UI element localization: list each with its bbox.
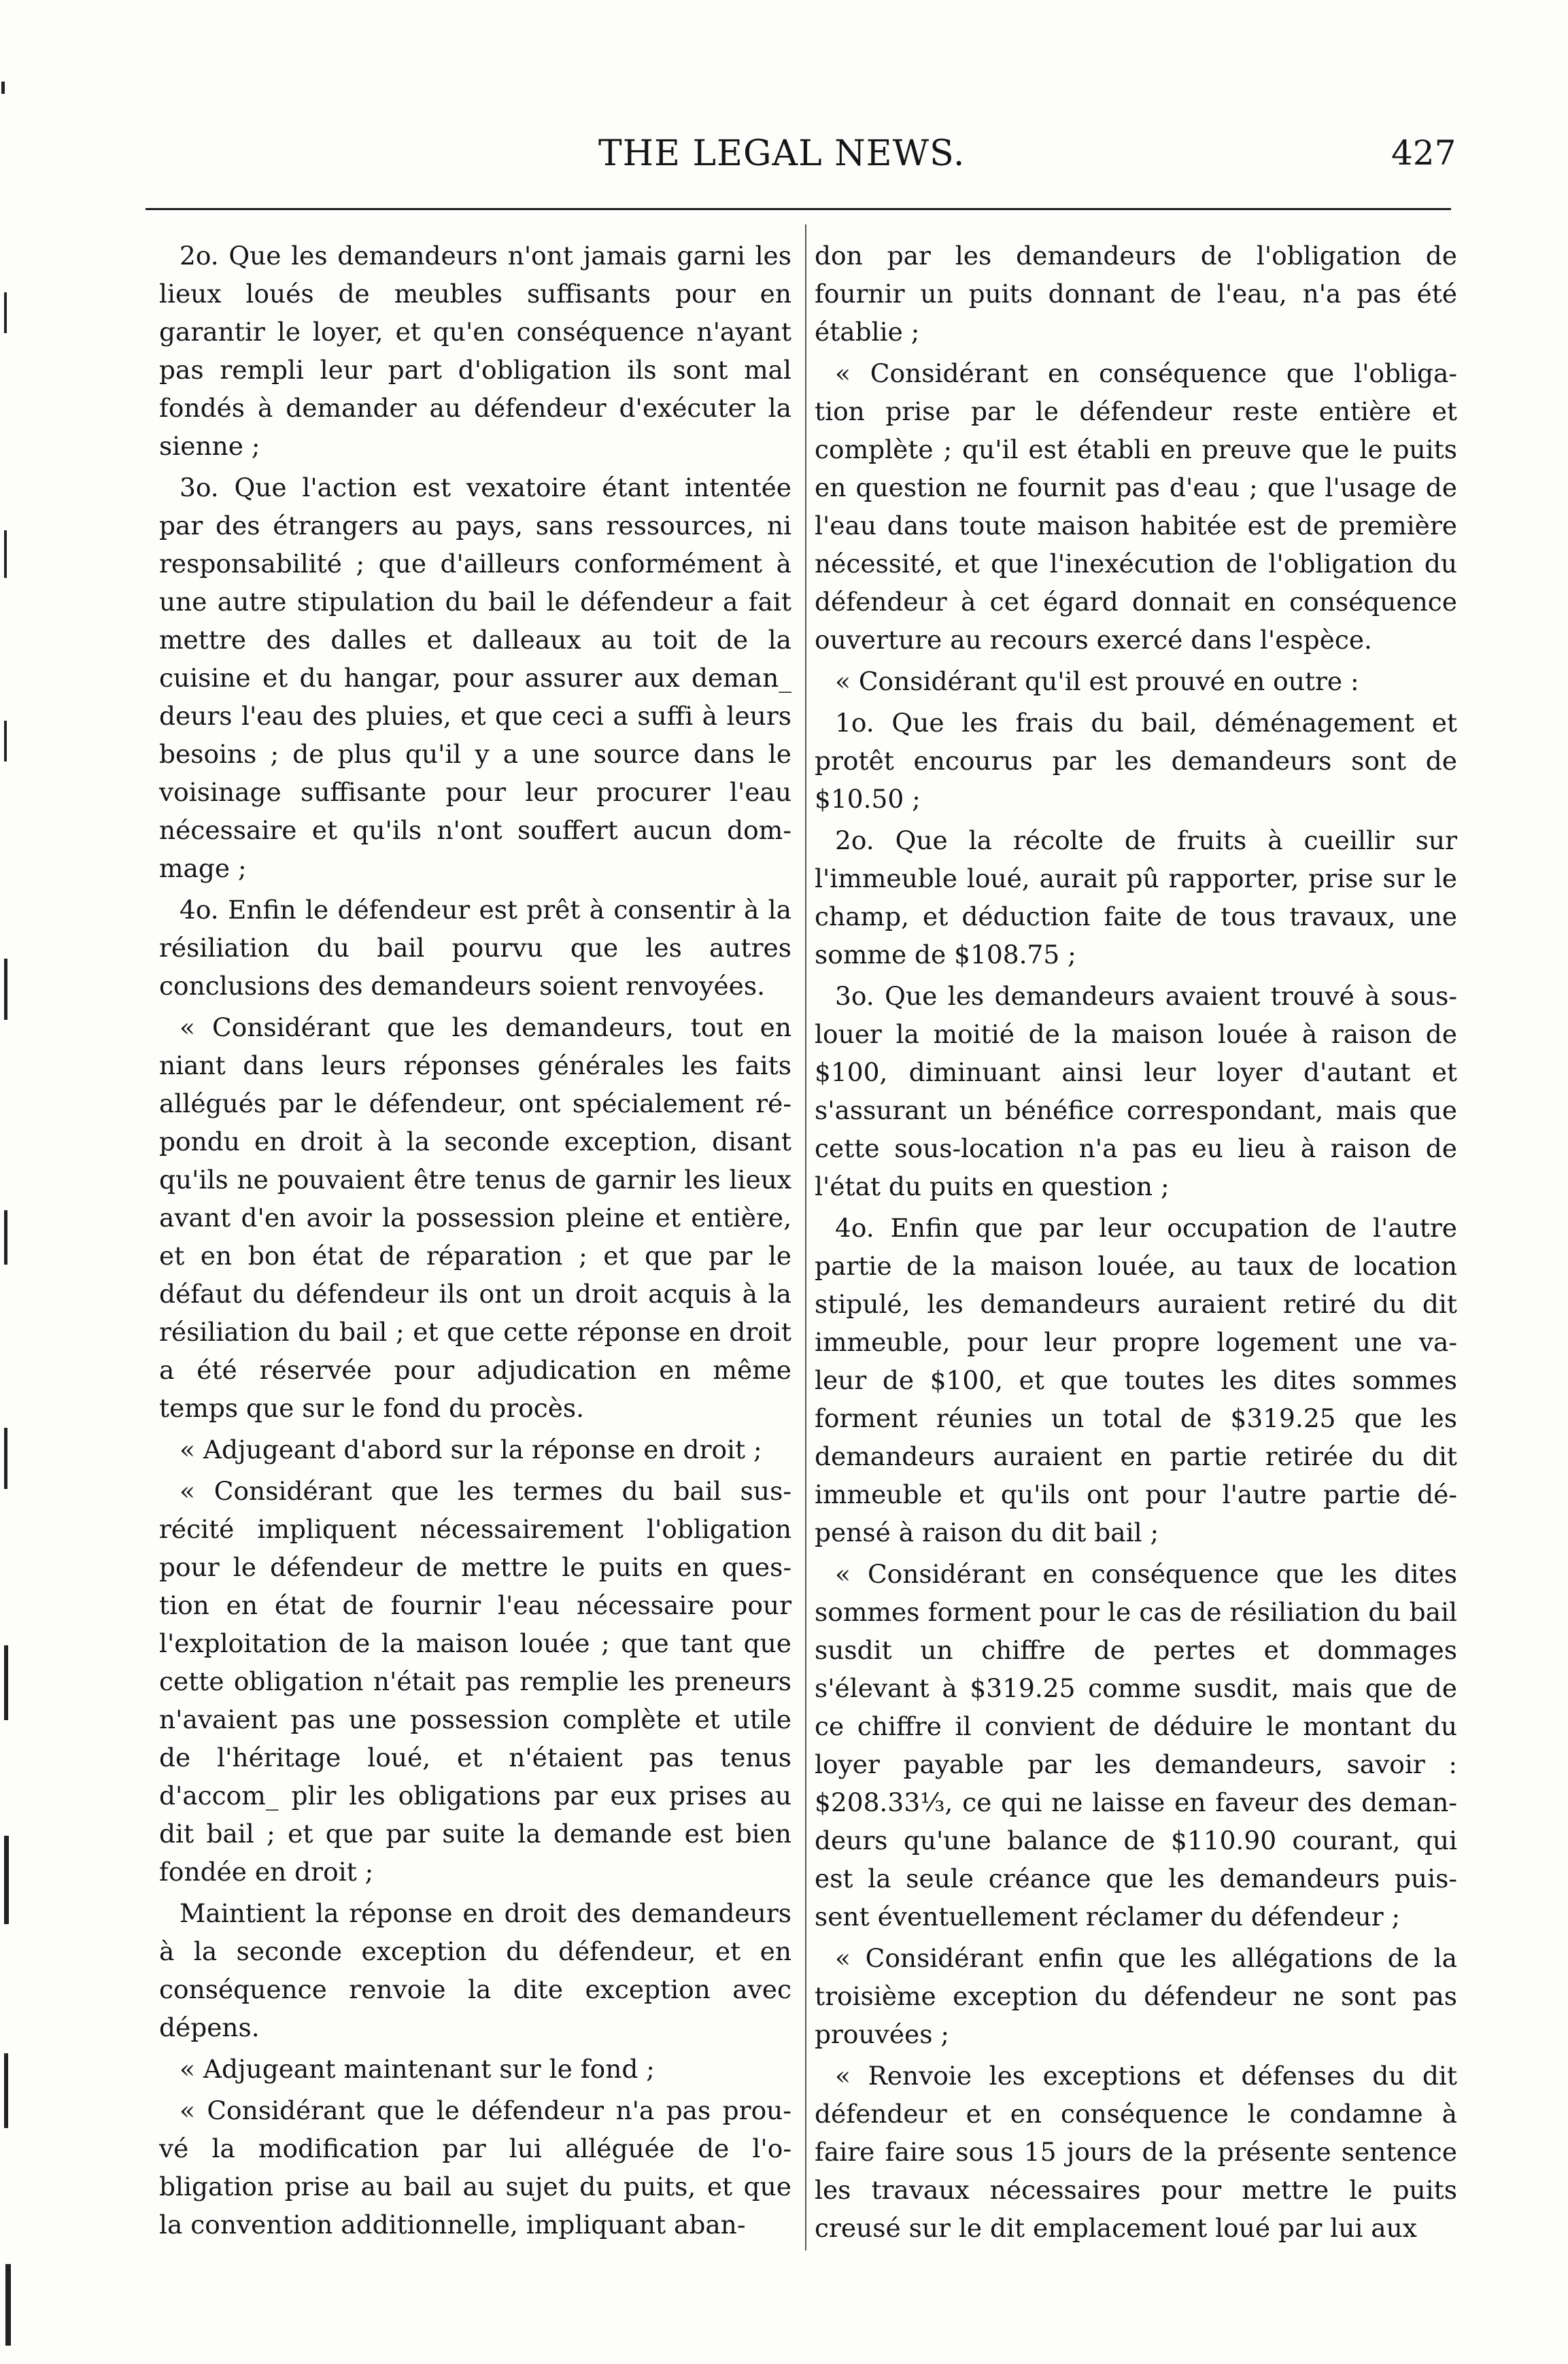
paragraph: « Adjugeant maintenant sur le fond ; [180, 2054, 655, 2084]
binding-mark [4, 721, 7, 761]
paragraph: « Considérant en conséquence que l'obliga- tion prise par le défendeur reste entière et complète ; qu'il est établi en preuve que le puits en question ne fournit pas d'eau ; que l'usage de l'eau dans toute maison habitée est de première nécessité, et que l'inexécution de l'obligation du défendeur à cet égard donnait en conséquence ouverture au recours exercé dans l'espèce. [815, 358, 1457, 655]
paragraph: « Renvoie les exceptions et défenses du dit défendeur et en conséquence le condamne à faire faire sous 15 jours de la présente sentence les travaux nécessaires pour mettre le puits creusé sur le dit emplacement loué par lui aux [815, 2061, 1457, 2243]
paragraph: 2o. Que les demandeurs n'ont jamais garni les lieux loués de meubles suffisants pour en garantir le loyer, et qu'en conséquence n'ayant pas rempli leur part d'obligation ils sont mal fondés à demander au défendeur d'exécuter la sienne ; [159, 241, 791, 461]
binding-edge-marks [0, 0, 27, 2364]
binding-mark [4, 1210, 7, 1265]
paragraph: « Considérant que les termes du bail sus- récité impliquent nécessairement l'obligation pour le défendeur de mettre le puits en ques- tion en état de fournir l'eau nécessaire pour l'exploitation de la maison louée ; que tant que cette obligation n'était pas remplie les preneurs n'avaient pas une possession complète et utile de l'héritage loué, et n'étaient pas tenus d'accom_ plir les obligations par eux prises au dit bail ; et que par suite la demande est bien fondée en droit ; [159, 1476, 791, 1887]
header-rule [146, 208, 1451, 210]
paragraph: 2o. Que la récolte de fruits à cueillir sur l'immeuble loué, aurait pû rapporter, prise sur le champ, et déduction faite de tous travaux, une somme de $108.75 ; [815, 825, 1457, 970]
paragraph: « Adjugeant d'abord sur la réponse en droit ; [180, 1435, 762, 1464]
paragraph: 1o. Que les frais du bail, déménagement et protêt encourus par les demandeurs sont de $10.50 ; [815, 708, 1457, 814]
paragraph: « Considérant enfin que les allégations de la troisième exception du défendeur ne sont pas prouvées ; [815, 1943, 1457, 2049]
binding-mark [4, 530, 7, 578]
paragraph: « Considérant que le défendeur n'a pas prou- vé la modification par lui alléguée de l'o- bligation prise au bail au sujet du puits, et que la convention additionnelle, impliquant aban- [159, 2095, 791, 2240]
paragraph: 3o. Que les demandeurs avaient trouvé à sous-louer la moitié de la maison louée à raison de $100, diminuant ainsi leur loyer d'autant et s'assurant un bénéfice correspondant, mais que cette sous-location n'a pas eu lieu à raison de l'état du puits en question ; [815, 981, 1457, 1201]
paragraph: 4o. Enfin que par leur occupation de l'autre partie de la maison louée, au taux de location stipulé, les demandeurs auraient retiré du dit immeuble, pour leur propre logement une va- leur de $100, et que toutes les dites sommes forment réunies un total de $319.25 que les demandeurs auraient en partie retirée du dit immeuble et qu'ils ont pour l'autre partie dé- pensé à raison du dit bail ; [815, 1213, 1457, 1547]
binding-mark [4, 1645, 8, 1720]
binding-mark [4, 1836, 9, 1924]
binding-mark [4, 959, 7, 1020]
binding-mark [4, 1428, 7, 1489]
binding-mark [4, 292, 7, 333]
column-divider [805, 224, 806, 2250]
paragraph: 4o. Enfin le défendeur est prêt à consentir à la résiliation du bail pourvu que les autres conclusions des demandeurs soient renvoyées. [159, 895, 791, 1001]
paragraph: « Considérant qu'il est prouvé en outre : [835, 666, 1359, 696]
left-column [159, 237, 791, 2247]
paragraph: « Considérant en conséquence que les dites sommes forment pour le cas de résiliation du bail susdit un chiffre de pertes et dommages s'élevant à $319.25 comme susdit, mais que de ce chiffre il convient de déduire le montant du loyer payable par les demandeurs, savoir : $208.33⅓, ce qui ne laisse en faveur des deman- deurs qu'une balance de $110.90 courant, qui est la seule créance que les demandeurs puis- sent éventuellement réclamer du défendeur ; [815, 1559, 1457, 1932]
right-column [815, 237, 1457, 2250]
binding-mark [5, 2264, 11, 2346]
paragraph: « Considérant que les demandeurs, tout en niant dans leurs réponses générales les faits allégués par le défendeur, ont spécialement ré- pondu en droit à la seconde exception, disant qu'ils ne pouvaient être tenus de garnir les lieux avant d'en avoir la possession pleine et entière, et en bon état de réparation ; et que par le défaut du défendeur ils ont un droit acquis à la résiliation du bail ; et que cette réponse en droit a été réservée pour adjudication en même temps que sur le fond du procès. [159, 1012, 791, 1423]
paragraph: Maintient la réponse en droit des demandeurs à la seconde exception du défendeur, et en conséquence renvoie la dite exception avec dépens. [159, 1898, 791, 2042]
paragraph: don par les demandeurs de l'obligation de fournir un puits donnant de l'eau, n'a pas été établie ; [815, 241, 1457, 347]
running-head-title: THE LEGAL NEWS. [598, 133, 966, 174]
page-number: 427 [1391, 133, 1456, 173]
binding-mark [1, 82, 5, 94]
paragraph: 3o. Que l'action est vexatoire étant intentée par des étrangers au pays, sans ressources, ni responsabilité ; que d'ailleurs conformément à une autre stipulation du bail le défendeur a fait mettre des dalles et dalleaux au toit de la cuisine et du hangar, pour assurer aux deman_ deurs l'eau des pluies, et que ceci a suffi à leurs besoins ; de plus qu'il y a une source dans le voisinage suffisante pour leur procurer l'eau nécessaire et qu'ils n'ont souffert aucun dom- mage ; [159, 473, 791, 883]
binding-mark [4, 2053, 8, 2128]
